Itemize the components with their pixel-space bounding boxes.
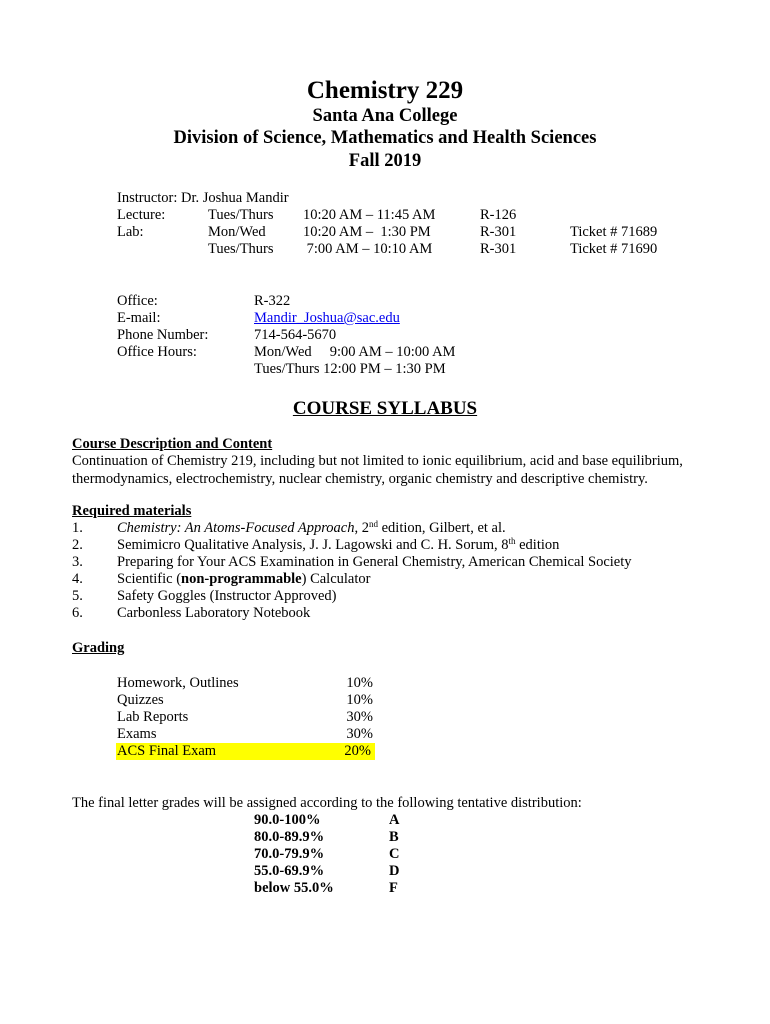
item-text-part: edition xyxy=(515,537,560,553)
item-number: 5. xyxy=(72,588,83,604)
grading-value: 20% xyxy=(344,743,371,759)
item-text xyxy=(117,520,506,538)
schedule-time: 10:20 AM – 1:30 PM xyxy=(303,224,431,240)
grade-letter: C xyxy=(389,846,400,862)
schedule-days: Tues/Thurs xyxy=(208,207,274,223)
schedule-row-lecture xyxy=(117,207,677,224)
grade-letter: F xyxy=(389,880,398,896)
materials-heading: Required materials xyxy=(72,503,192,519)
grading-row xyxy=(117,675,377,692)
grading-row xyxy=(117,709,377,726)
grade-range: below 55.0% xyxy=(254,880,334,896)
item-text-part: Semimicro Qualitative Analysis, J. J. Lagowski and C. H. Sorum, 8 xyxy=(117,537,509,553)
item-number: 4. xyxy=(72,571,83,587)
grading-value: 30% xyxy=(346,709,373,725)
grade-range: 80.0-89.9% xyxy=(254,829,325,845)
item-text: Carbonless Laboratory Notebook xyxy=(117,605,311,621)
description-text: Continuation of Chemistry 219, including but not limited to ionic equilibrium, acid and base equilibrium, thermodynamics, electrochemistry, nuclear chemistry, organic chemistry and descriptive chemistry. xyxy=(72,453,683,487)
distribution-row xyxy=(254,846,414,863)
grading-value: 10% xyxy=(346,675,373,691)
grade-letter: B xyxy=(389,829,399,845)
schedule-time: 10:20 AM – 11:45 AM xyxy=(303,207,436,223)
distribution-row xyxy=(254,829,414,846)
instructor-line: Instructor: Dr. Joshua Mandir xyxy=(117,190,289,206)
grade-range: 70.0-79.9% xyxy=(254,846,325,862)
grading-row xyxy=(117,692,377,709)
list-item xyxy=(72,571,712,588)
superscript: nd xyxy=(368,519,378,529)
grading-label: Exams xyxy=(117,726,157,742)
phone-row xyxy=(117,327,517,344)
list-item xyxy=(72,588,712,605)
item-number: 2. xyxy=(72,537,83,553)
list-item xyxy=(72,554,712,571)
schedule-row-lab-1 xyxy=(117,224,677,241)
item-number: 3. xyxy=(72,554,83,570)
office-hours-1: Mon/Wed 9:00 AM – 10:00 AM xyxy=(254,344,456,360)
grading-label: Lab Reports xyxy=(117,709,189,725)
item-text-part: , 2 xyxy=(354,520,369,536)
office-label: Office: xyxy=(117,293,158,309)
course-title: Chemistry 229 xyxy=(306,77,464,104)
grade-range: 55.0-69.9% xyxy=(254,863,325,879)
distribution-row xyxy=(254,880,414,897)
superscript: th xyxy=(508,536,516,546)
description-heading: Course Description and Content xyxy=(72,436,273,452)
item-text: Safety Goggles (Instructor Approved) xyxy=(117,588,337,604)
book-title: Chemistry: An Atoms-Focused Approach xyxy=(117,520,355,536)
item-text xyxy=(117,537,559,555)
office-hours-row xyxy=(117,344,517,361)
phone-value: 714-564-5670 xyxy=(254,327,337,343)
schedule-days: Mon/Wed xyxy=(208,224,266,240)
grading-value: 10% xyxy=(346,692,373,708)
email-link[interactable]: Mandir_Joshua@sac.edu xyxy=(254,310,400,326)
distribution-row xyxy=(254,812,414,829)
bold-text: non-programmable xyxy=(181,571,302,587)
schedule-room: R-301 xyxy=(480,224,517,240)
division-name: Division of Science, Mathematics and Health Sciences xyxy=(173,128,597,148)
grade-letter: D xyxy=(389,863,400,879)
office-hours-label: Office Hours: xyxy=(117,344,197,360)
office-hours-row-2 xyxy=(117,361,517,378)
syllabus-title: COURSE SYLLABUS xyxy=(292,398,478,419)
distribution-row xyxy=(254,863,414,880)
grading-label: ACS Final Exam xyxy=(117,743,217,759)
schedule-time: 7:00 AM – 10:10 AM xyxy=(303,241,433,257)
phone-label: Phone Number: xyxy=(117,327,209,343)
grade-letter: A xyxy=(389,812,400,828)
grading-value: 30% xyxy=(346,726,373,742)
grading-label: Quizzes xyxy=(117,692,164,708)
schedule-days: Tues/Thurs xyxy=(208,241,274,257)
grading-row xyxy=(117,726,377,743)
office-hours-2: Tues/Thurs 12:00 PM – 1:30 PM xyxy=(254,361,446,377)
list-item xyxy=(72,520,712,537)
term: Fall 2019 xyxy=(348,151,422,171)
item-number: 6. xyxy=(72,605,83,621)
item-text: Preparing for Your ACS Examination in General Chemistry, American Chemical Society xyxy=(117,554,632,570)
office-row xyxy=(117,293,517,310)
schedule-ticket: Ticket # 71690 xyxy=(570,241,658,257)
schedule-type: Lab: xyxy=(117,224,144,240)
grading-heading: Grading xyxy=(72,640,125,656)
grading-label: Homework, Outlines xyxy=(117,675,239,691)
list-item xyxy=(72,605,712,622)
schedule-type: Lecture: xyxy=(117,207,166,223)
schedule-row-lab-2 xyxy=(117,241,677,258)
email-row xyxy=(117,310,517,327)
item-text-part: Scientific ( xyxy=(117,571,182,587)
schedule-ticket: Ticket # 71689 xyxy=(570,224,658,240)
grading-row-highlighted xyxy=(116,743,375,760)
item-number: 1. xyxy=(72,520,83,536)
office-value: R-322 xyxy=(254,293,291,309)
schedule-room: R-126 xyxy=(480,207,517,223)
schedule-room: R-301 xyxy=(480,241,517,257)
item-text xyxy=(117,571,370,589)
distribution-intro: The final letter grades will be assigned according to the following tentative distribution: xyxy=(72,795,582,811)
college-name: Santa Ana College xyxy=(312,106,458,126)
item-text-part: ) Calculator xyxy=(301,571,371,587)
item-text-part: edition, Gilbert, et al. xyxy=(377,520,506,536)
email-label: E-mail: xyxy=(117,310,161,326)
grade-range: 90.0-100% xyxy=(254,812,321,828)
list-item xyxy=(72,537,712,554)
